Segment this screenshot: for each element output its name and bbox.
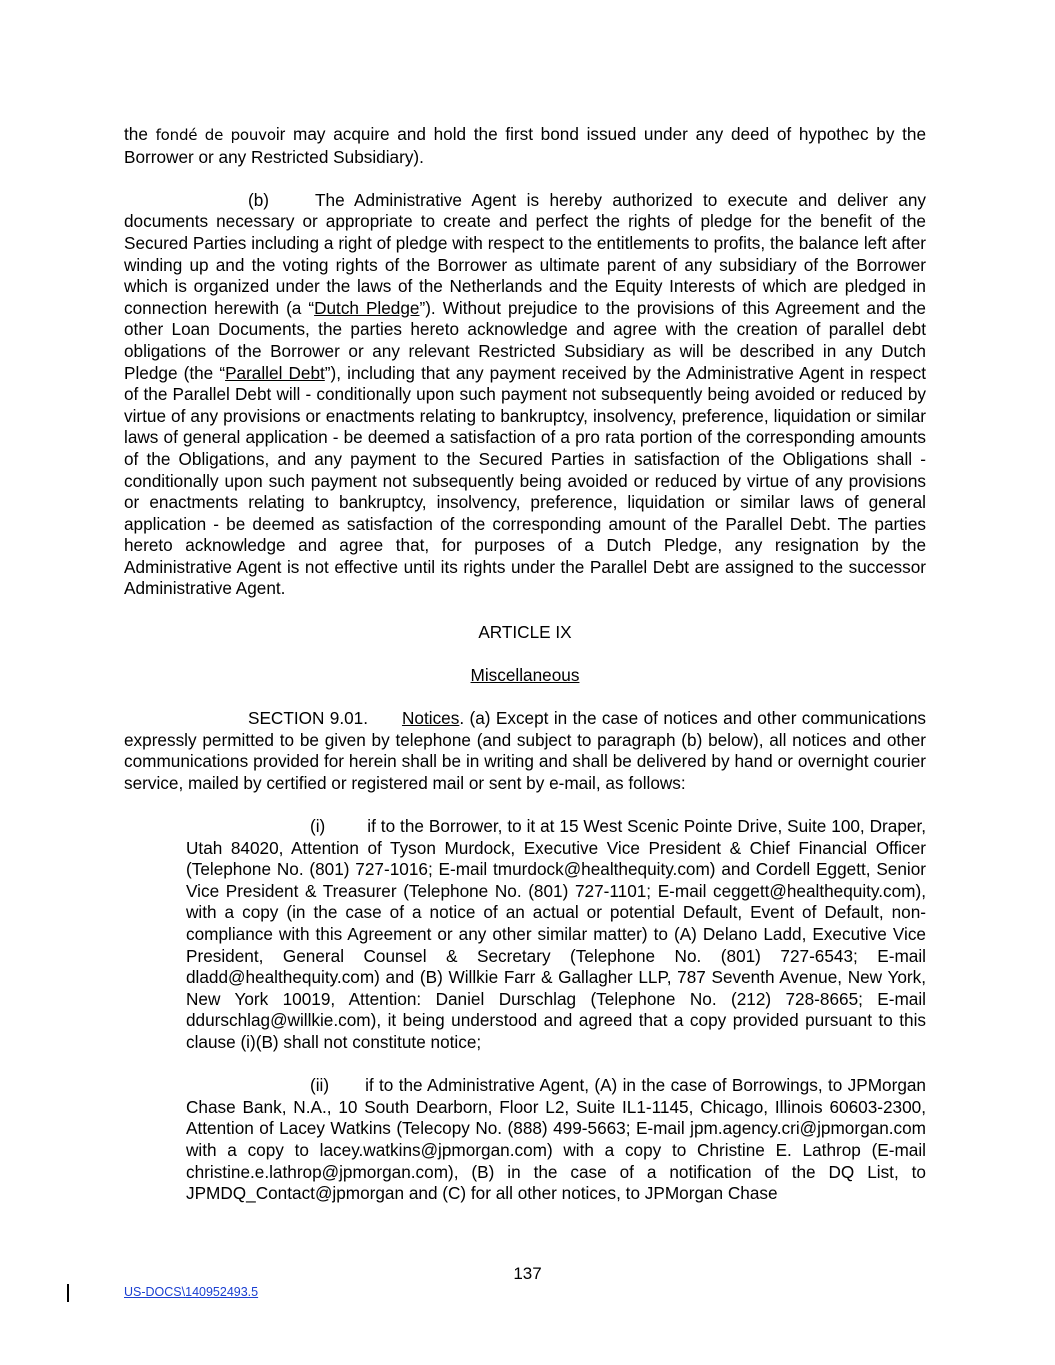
clause-ii-text: if to the Administrative Agent, (A) in the case of Borrowings, to JPMorgan Chase Bank, N.A., 10 South Dearborn, Floor L2, Suite IL1-1145, Chicago, Illinois 60603-2300, Attention of Lacey Watkins (Telecopy No. (888) 499-5663; E-mail jpm.agency.cri@jpmorgan.com with a copy to lacey.watkins@jpmorgan.com) with a copy to Christine E. Lathrop (E-mail christine.e.lathrop@jpmorgan.com), (B) in the case of a notification of the DQ List, to JPMDQ_Contact@jpmorgan and (C) for all other notices, to JPMorgan Chase bbox=[186, 1075, 926, 1204]
defined-term-parallel-debt: Parallel Debt bbox=[225, 362, 325, 383]
change-bar bbox=[67, 1284, 69, 1302]
continuation-text-post: ir may acquire and hold the first bond issued under any deed of hypothec by the Borrower or any Restricted Subsidiary). bbox=[124, 124, 927, 167]
article-title-line bbox=[124, 665, 926, 687]
continuation-text-pre: the bbox=[124, 124, 156, 144]
article-heading: ARTICLE IX bbox=[478, 621, 572, 642]
clause-ii bbox=[186, 1075, 926, 1205]
section-text: . (a) Except in the case of notices and other communications expressly permitted to be given by telephone (and subject to paragraph (b) below), all notices and other communications provided for herein shall be in writing and shall be delivered by hand or overnight courier service, mailed by certified or registered mail or sent by e-mail, as follows: bbox=[124, 708, 926, 793]
clause-i-text: if to the Borrower, to it at 15 West Scenic Pointe Drive, Suite 100, Draper, Utah 84020, Attention of Tyson Murdock, Executive Vice President & Chief Financial Officer (Telephone No. (801) 727-1016; E-mail tmurdock@healthequity.com) and Cordell Eggett, Senior Vice President & Treasurer (Telephone No. (801) 727-1101; E-mail ceggett@healthequity.com), with a copy (in the case of a notice of an actual or potential Default, Event of Default, non-compliance with this Agreement or any other similar matter) to (A) Delano Ladd, Executive Vice President, General Counsel & Secretary (Telephone No. (801) 727-6543; E-mail dladd@healthequity.com) and (B) Willkie Farr & Gallagher LLP, 787 Seventh Avenue, New York, New York 10019, Attention: Daniel Durschlag (Telephone No. (212) 728-8665; E-mail ddurschlag@willkie.com), it being understood and agreed that a copy provided pursuant to this clause (i)(B) shall not constitute notice; bbox=[186, 816, 926, 1052]
paragraph-b-text-2: ”). Without prejudice to the provisions of this Agreement and the other Loan Documents, the parties hereto acknowledge and agree with the creation of parallel debt obligations of the Borrower or any relevant Restricted Subsidiary as will be described in any Dutch Pledge (the “ bbox=[124, 297, 926, 383]
clause-ii-label: (ii) bbox=[310, 1075, 330, 1096]
defined-term-dutch-pledge: Dutch Pledge bbox=[314, 297, 420, 318]
fonde-de-pouvoir-term: fondé de pouvo bbox=[155, 126, 276, 144]
clause-i bbox=[186, 816, 926, 1054]
paragraph-b-text-1: The Administrative Agent is hereby authorized to execute and deliver any documents necessary or appropriate to create and perfect the rights of pledge for the benefit of the Secured Parties including a right of pledge with respect to the entitlements to profits, the balance left after winding up and the voting rights of the Borrower as ultimate parent of any subsidiary of the Borrower which is organized under the laws of the Netherlands and the Equity Interests of which are pledged in connection herewith (a “ bbox=[124, 189, 926, 318]
article-title: Miscellaneous bbox=[470, 664, 580, 685]
paragraph-b-label: (b) bbox=[248, 189, 270, 210]
continuation-paragraph bbox=[124, 124, 926, 168]
paragraph-b bbox=[124, 190, 926, 600]
document-page bbox=[124, 124, 926, 1205]
section-9-01 bbox=[124, 708, 926, 794]
document-reference: US-DOCS\140952493.5 bbox=[124, 1285, 259, 1299]
page-number: 137 bbox=[513, 1264, 542, 1283]
section-label: SECTION 9.01. bbox=[248, 708, 369, 729]
clause-i-label: (i) bbox=[310, 816, 326, 836]
paragraph-b-text-3: ”), including that any payment received by the Administrative Agent in respect of the Parallel Debt will - conditionally upon such payment not subsequently being avoided or reduced by virtue of any provisions or enactments relating to bankruptcy, insolvency, preference, liquidation or similar laws of general application - be deemed a satisfaction of a pro rata portion of the corresponding amounts of the Obligations, and any payment to the Secured Parties in satisfaction of the Obligations shall - conditionally upon such payment not subsequently being avoided or reduced by virtue of any provisions or enactments relating to bankruptcy, insolvency, preference, liquidation or similar laws of general application - be deemed as satisfaction of the corresponding amount of the Parallel Debt. The parties hereto acknowledge and agree that, for purposes of a Dutch Pledge, any resignation by the Administrative Agent is not effective until its rights under the Parallel Debt are assigned to the successor Administrative Agent. bbox=[124, 362, 926, 599]
section-caption: Notices bbox=[402, 708, 460, 729]
